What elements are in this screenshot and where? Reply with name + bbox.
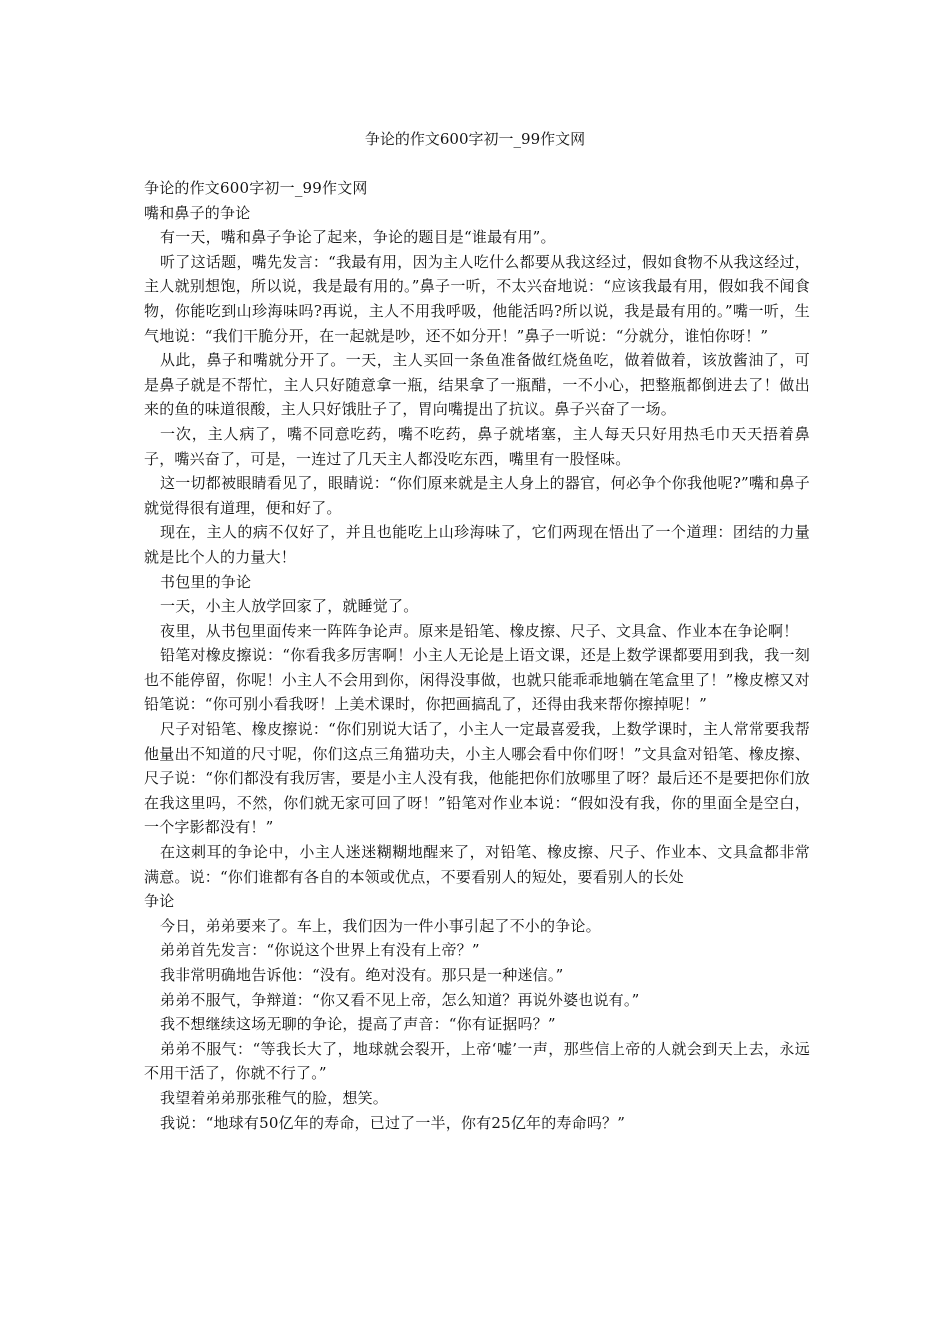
paragraph: 弟弟不服气：“等我长大了，地球就会裂开，上帝‘嘘’一声，那些信上帝的人就会到天上去，永远不用干活了，你就不行了。” [144,1039,810,1083]
paragraph: 铅笔对橡皮擦说：“你看我多厉害啊！小主人无论是上语文课，还是上数学课都要用到我，我一刻也不能停留，你呢！小主人不会用到你，闲得没事做，也就只能乖乖地躺在笔盒里了！”橡皮檫又对铅笔说：“你可别小看我呀！上美术课时，你把画搞乱了，还得由我来帮你擦掉呢！” [144,646,810,714]
paragraph: 争论的作文600字初一_99作文网 [144,179,368,197]
paragraph: 从此，鼻子和嘴就分开了。一天，主人买回一条鱼准备做红烧鱼吃，做着做着，该放酱油了，可是鼻子就是不帮忙，主人只好随意拿一瓶，结果拿了一瓶醋，一不小心，把整瓶都倒进去了！做出来的鱼的味道很酸，主人只好饿肚子了，胃向嘴提出了抗议。鼻子兴奋了一场。 [144,351,810,419]
paragraph: 我不想继续这场无聊的争论，提高了声音：“你有证据吗？” [160,1015,556,1034]
paragraph: 听了这话题，嘴先发言：“我最有用，因为主人吃什么都要从我这经过，假如食物不从我这经过，主人就别想饱，所以说，我是最有用的。”鼻子一听，不太兴奋地说：“应该我最有用，假如我不闻食物，你能吃到山珍海味吗?再说，主人不用我呼吸，他能活吗?所以说，我是最有用的。”嘴一听，生气地说：“我们干脆分开，在一起就是吵，还不如分开！”鼻子一听说：“分就分，谁怕你呀！” [144,252,810,345]
paragraph: 我非常明确地告诉他：“没有。绝对没有。那只是一种迷信。” [160,966,564,984]
document-title: 争论的作文600字初一_99作文网 [364,130,586,148]
paragraph: 一天，小主人放学回家了，就睡觉了。 [160,597,419,616]
paragraph: 我望着弟弟那张稚气的脸，想笑。 [160,1088,389,1107]
paragraph: 尺子对铅笔、橡皮擦说：“你们别说大话了，小主人一定最喜爱我，上数学课时，主人常常要我帮他量出不知道的尺寸呢，你们这点三角猫功夫，小主人哪会看中你们呀！”文具盒对铅笔、橡皮擦、尺子说：“你们都没有我厉害，要是小主人没有我，他能把你们放哪里了呀？最后还不是要把你们放在我这里吗，不然，你们就无家可回了呀！”铅笔对作业本说：“假如没有我，你的里面全是空白，一个字影都没有！” [144,720,810,837]
paragraph: 嘴和鼻子的争论 [144,203,251,222]
paragraph: 争论 [144,892,175,911]
paragraph: 书包里的争论 [160,572,252,591]
paragraph: 有一天，嘴和鼻子争论了起来，争论的题目是“谁最有用”。 [160,228,556,247]
paragraph: 在这刺耳的争论中，小主人迷迷糊糊地醒来了，对铅笔、橡皮擦、尺子、作业本、文具盒都非常满意。说：“你们谁都有各自的本领或优点，不要看别人的短处，要看别人的长处 [144,843,810,886]
document-body [144,176,810,1135]
paragraph: 现在，主人的病不仅好了，并且也能吃上山珍海味了，它们两现在悟出了一个道理：团结的力量就是比个人的力量大！ [144,523,810,566]
paragraph: 这一切都被眼睛看见了，眼睛说：“你们原来就是主人身上的器官，何必争个你我他呢?”嘴和鼻子就觉得很有道理，便和好了。 [144,474,810,517]
paragraph: 一次，主人病了，嘴不同意吃药，嘴不吃药，鼻子就堵塞，主人每天只好用热毛巾天天捂着鼻子，嘴兴奋了，可是，一连过了几天主人都没吃东西，嘴里有一股怪味。 [144,424,810,468]
paragraph: 今日，弟弟要来了。车上，我们因为一件小事引起了不小的争论。 [160,916,601,935]
paragraph: 弟弟首先发言：“你说这个世界上有没有上帝？” [160,941,480,960]
paragraph: 夜里，从书包里面传来一阵阵争论声。原来是铅笔、橡皮擦、尺子、文具盒、作业本在争论啊！ [160,621,799,640]
paragraph: 我说：“地球有50亿年的寿命，已过了一半，你有25亿年的寿命吗？” [160,1113,626,1132]
paragraph: 弟弟不服气，争辩道：“你又看不见上帝，怎么知道？再说外婆也说有。” [160,990,640,1009]
